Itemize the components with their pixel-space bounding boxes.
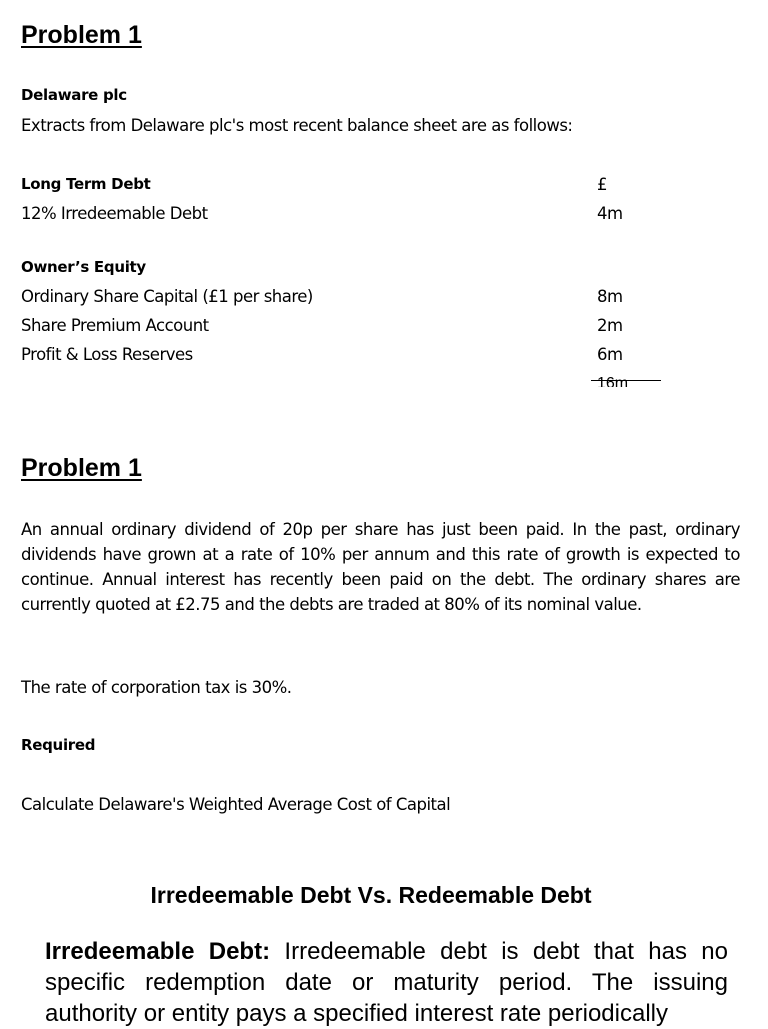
required-label: Required [21, 736, 96, 754]
equity-row-value: 2m [597, 316, 623, 335]
equity-row-value: 6m [597, 345, 623, 364]
definition-text: Irredeemable debt is debt that has no specific redemption date or maturity period. The issuing authority or entity pays a specified interest rate periodically [45, 938, 729, 1027]
equity-row-label: Profit & Loss Reserves [21, 345, 193, 364]
section-title: Irredeemable Debt Vs. Redeemable Debt [150, 882, 592, 908]
tax-rate-text: The rate of corporation tax is 30%. [21, 678, 292, 697]
equity-total-value: 16m [597, 375, 629, 387]
balance-sheet-intro: Extracts from Delaware plc's most recent balance sheet are as follows: [21, 116, 573, 135]
problem-title: Problem 1 [21, 21, 142, 49]
dividend-paragraph: An annual ordinary dividend of 20p per share has just been paid. In the past, ordinary dividends have grown at a rate of 10% per annum and this rate of growth is expected to continue. Annual interest has recently been paid on the debt. The ordinary shares are currently quoted at £2.75 and the debts are traded at 80% of its nominal value. [21, 520, 740, 614]
company-name: Delaware plc [21, 86, 127, 104]
debt-row-label: 12% Irredeemable Debt [21, 204, 208, 223]
owners-equity-heading: Owner’s Equity [21, 258, 146, 276]
debt-row-value: 4m [597, 204, 623, 223]
equity-row-value: 8m [597, 287, 623, 306]
task-text: Calculate Delaware's Weighted Average Cost of Capital [21, 795, 451, 814]
long-term-debt-heading: Long Term Debt [21, 175, 151, 193]
definition-paragraph [45, 936, 728, 1029]
problem-title: Problem 1 [21, 454, 142, 482]
currency-symbol: £ [597, 175, 607, 194]
total-rule [591, 380, 661, 381]
equity-row-label: Share Premium Account [21, 316, 209, 335]
equity-row-label: Ordinary Share Capital (£1 per share) [21, 287, 313, 306]
definition-term: Irredeemable Debt: [45, 938, 271, 965]
